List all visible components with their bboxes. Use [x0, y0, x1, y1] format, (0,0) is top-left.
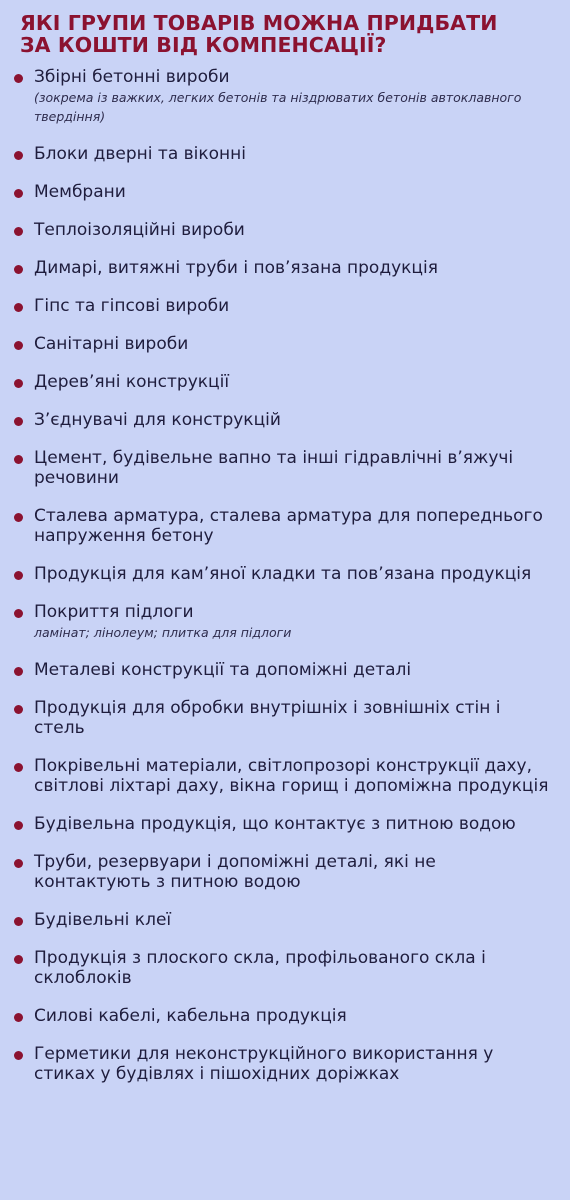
list-item-note: ламінат; лінолеум; плитка для підлоги [34, 625, 292, 640]
list-item-text: Димарі, витяжні труби і пов’язана продукція [34, 258, 438, 278]
list-item-text: Силові кабелі, кабельна продукція [34, 1006, 347, 1026]
bullet-icon [14, 189, 23, 198]
bullet-icon [14, 609, 23, 618]
bullet-icon [14, 151, 23, 160]
bullet-icon [14, 763, 23, 772]
bullet-icon [14, 955, 23, 964]
list-item-text: Сталева арматура, сталева арматура для попереднього напруження бетону [34, 506, 543, 546]
list-item [20, 852, 550, 892]
list-item [20, 67, 550, 126]
bullet-icon [14, 705, 23, 714]
list-item [20, 698, 550, 738]
list-item [20, 948, 550, 988]
list-item [20, 182, 550, 202]
list-item [20, 258, 550, 278]
list-item-text: Будівельні клеї [34, 910, 172, 930]
list-item [20, 372, 550, 392]
bullet-icon [14, 1051, 23, 1060]
list-item-note: (зокрема із важких, легких бетонів та ніздрюватих бетонів автоклавного твердіння) [34, 90, 522, 124]
list-item [20, 220, 550, 240]
list-item-text: Будівельна продукція, що контактує з питною водою [34, 814, 516, 834]
list-item [20, 1044, 550, 1084]
page-title-line-1: ЯКІ ГРУПИ ТОВАРІВ МОЖНА ПРИДБАТИ [20, 11, 498, 35]
list-item-text: Збірні бетонні вироби [34, 67, 230, 87]
list-item-text: Санітарні вироби [34, 334, 189, 354]
bullet-icon [14, 667, 23, 676]
list-item-text: Труби, резервуари і допоміжні деталі, які не контактують з питною водою [34, 852, 436, 892]
bullet-icon [14, 571, 23, 580]
list-item-text: Блоки дверні та віконні [34, 144, 247, 164]
list-item [20, 410, 550, 430]
bullet-icon [14, 227, 23, 236]
list-item [20, 1006, 550, 1026]
bullet-icon [14, 859, 23, 868]
bullet-icon [14, 917, 23, 926]
list-item-text: Покриття підлоги [34, 602, 194, 622]
bullet-icon [14, 1013, 23, 1022]
bullet-icon [14, 821, 23, 830]
list-item-text: Покрівельні матеріали, світлопрозорі конструкції даху, світлові ліхтарі даху, вікна горищ і допоміжна продукція [34, 756, 549, 796]
bullet-icon [14, 455, 23, 464]
list-item [20, 756, 550, 796]
list-item-text: З’єднувачі для конструкцій [34, 410, 281, 430]
list-item [20, 144, 550, 164]
bullet-icon [14, 417, 23, 426]
list-item-text: Продукція для обробки внутрішніх і зовнішніх стін і стель [34, 698, 501, 738]
list-item-text: Цемент, будівельне вапно та інші гідравлічні в’яжучі речовини [34, 448, 514, 488]
bullet-icon [14, 513, 23, 522]
goods-groups-list [20, 67, 550, 1084]
page-title-line-2: ЗА КОШТИ ВІД КОМПЕНСАЦІЇ? [20, 33, 387, 57]
list-item [20, 910, 550, 930]
bullet-icon [14, 74, 23, 83]
list-item [20, 602, 550, 642]
list-item-text: Мембрани [34, 182, 126, 202]
bullet-icon [14, 341, 23, 350]
list-item-text: Металеві конструкції та допоміжні деталі [34, 660, 412, 680]
list-item-text: Теплоізоляційні вироби [34, 220, 245, 240]
list-item [20, 814, 550, 834]
bullet-icon [14, 303, 23, 312]
list-item-text: Гіпс та гіпсові вироби [34, 296, 230, 316]
list-item-text: Дерев’яні конструкції [34, 372, 230, 392]
list-item [20, 334, 550, 354]
list-item-text: Продукція з плоского скла, профільованого скла і склоблоків [34, 948, 486, 988]
list-item [20, 660, 550, 680]
list-item [20, 564, 550, 584]
list-item [20, 296, 550, 316]
bullet-icon [14, 265, 23, 274]
list-item [20, 448, 550, 488]
bullet-icon [14, 379, 23, 388]
list-item [20, 506, 550, 546]
list-item-text: Продукція для кам’яної кладки та пов’язана продукція [34, 564, 532, 584]
page-title [20, 12, 550, 56]
list-item-text: Герметики для неконструкційного використання у стиках у будівлях і пішохідних доріжках [34, 1044, 494, 1084]
